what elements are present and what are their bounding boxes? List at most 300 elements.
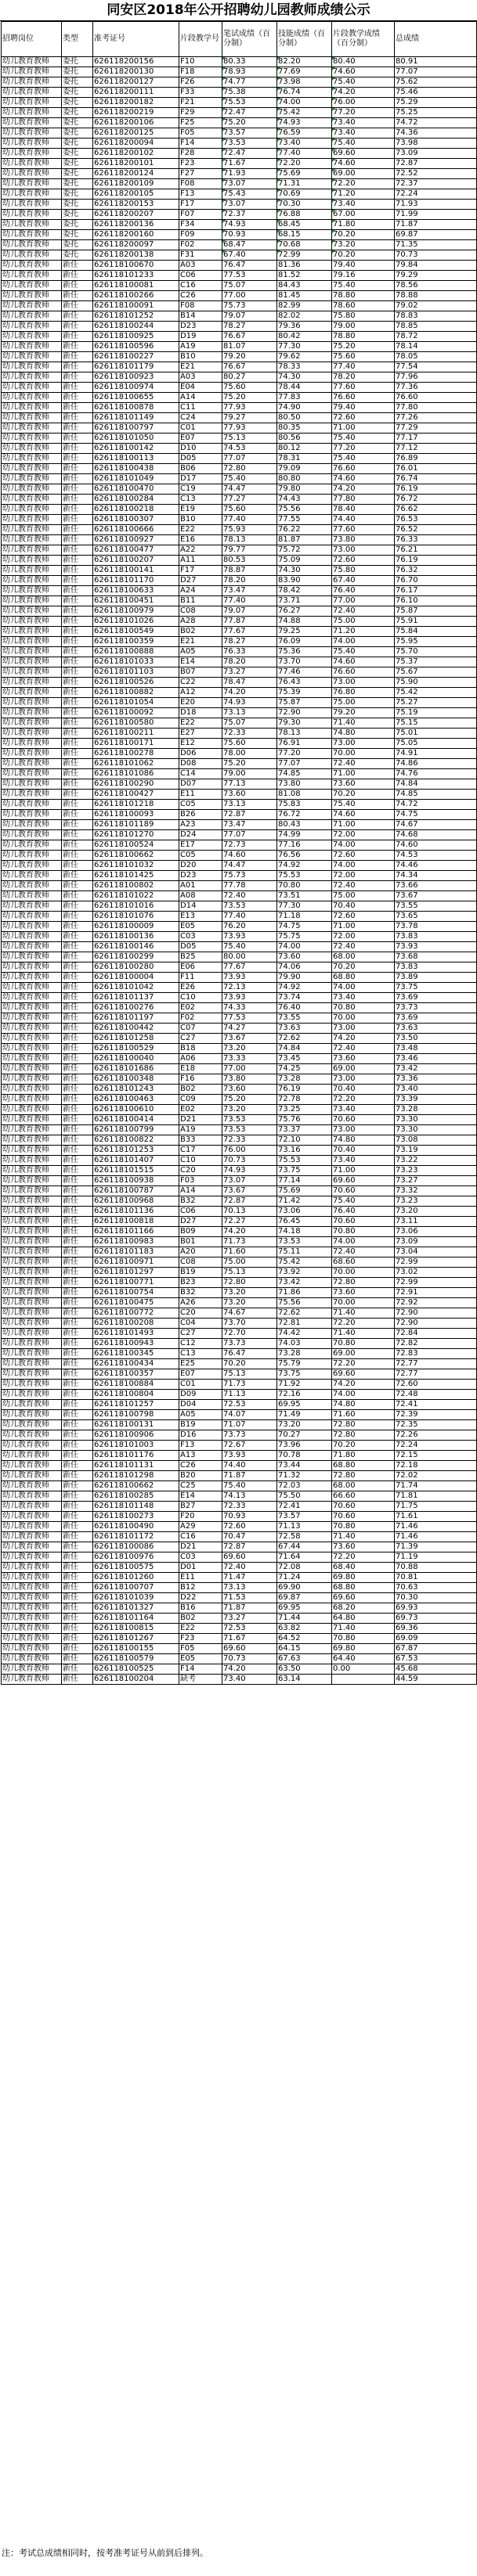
- cell-teaching-score: 71.20: [332, 627, 395, 637]
- cell-skill-score: 79.62: [277, 352, 332, 362]
- cell-exam-number: 626118100155: [93, 1644, 179, 1654]
- table-row: [2, 1349, 477, 1359]
- cell-total-score: 78.05: [395, 352, 477, 362]
- cell-total-score: 73.66: [395, 881, 477, 891]
- table-row: [2, 139, 477, 149]
- cell-teaching-number: A26: [179, 1298, 222, 1308]
- cell-position: 幼儿教育教师: [2, 1532, 62, 1542]
- table-row: [2, 1298, 477, 1308]
- cell-type: 新任: [62, 1583, 93, 1593]
- cell-type: 新任: [62, 708, 93, 718]
- cell-teaching-score: 70.20: [332, 790, 395, 800]
- table-row: [2, 901, 477, 912]
- cell-written-score: 75.13: [222, 1268, 277, 1278]
- cell-type: 新任: [62, 657, 93, 667]
- cell-written-score: 72.67: [222, 1441, 277, 1451]
- table-row: [2, 627, 477, 637]
- footnote: 注：考试总成绩相同时，按考准考证号从前到后排列。: [2, 2548, 208, 2558]
- cell-teaching-score: 74.20: [332, 484, 395, 495]
- cell-written-score: 75.38: [222, 88, 277, 98]
- table-row: [2, 423, 477, 434]
- cell-type: 新任: [62, 891, 93, 901]
- cell-exam-number: 626118100040: [93, 1054, 179, 1064]
- cell-position: 幼儿教育教师: [2, 1583, 62, 1593]
- cell-type: 新任: [62, 1298, 93, 1308]
- cell-written-score: 79.00: [222, 769, 277, 779]
- cell-teaching-score: 75.60: [332, 352, 395, 362]
- cell-teaching-score: 69.00: [332, 169, 395, 179]
- table-row: [2, 1390, 477, 1400]
- cell-total-score: 73.27: [395, 1176, 477, 1186]
- cell-written-score: 73.93: [222, 932, 277, 942]
- cell-teaching-score: 72.80: [332, 1278, 395, 1288]
- cell-skill-score: 71.13: [277, 1522, 332, 1532]
- cell-skill-score: 77.30: [277, 901, 332, 912]
- cell-written-score: 71.67: [222, 159, 277, 169]
- table-row: [2, 1400, 477, 1410]
- cell-skill-score: 70.78: [277, 1451, 332, 1461]
- cell-teaching-score: 72.40: [332, 942, 395, 952]
- cell-teaching-score: 76.40: [332, 1207, 395, 1217]
- cell-teaching-score: 78.60: [332, 301, 395, 311]
- cell-skill-score: 70.69: [277, 189, 332, 200]
- cell-exam-number: 626118100526: [93, 678, 179, 688]
- table-row: [2, 1420, 477, 1430]
- cell-total-score: 72.92: [395, 1298, 477, 1308]
- table-row: [2, 973, 477, 983]
- table-row: [2, 393, 477, 403]
- cell-written-score: 72.13: [222, 983, 277, 993]
- cell-written-score: 74.20: [222, 688, 277, 698]
- cell-teaching-score: 75.80: [332, 311, 395, 322]
- cell-written-score: 71.53: [222, 1593, 277, 1603]
- cell-teaching-score: 74.60: [332, 810, 395, 820]
- cell-exam-number: 626118100414: [93, 1115, 179, 1125]
- cell-teaching-score: 74.00: [332, 1237, 395, 1247]
- cell-teaching-number: D27: [179, 576, 222, 586]
- cell-type: 新任: [62, 1420, 93, 1430]
- cell-position: 幼儿教育教师: [2, 1542, 62, 1552]
- cell-type: 新任: [62, 1552, 93, 1563]
- cell-written-score: 75.20: [222, 759, 277, 769]
- cell-teaching-number: B10: [179, 352, 222, 362]
- cell-teaching-score: 73.00: [332, 1074, 395, 1085]
- cell-skill-score: 74.18: [277, 1227, 332, 1237]
- cell-teaching-score: 75.40: [332, 647, 395, 657]
- cell-written-score: 80.53: [222, 556, 277, 566]
- cell-exam-number: 626118101183: [93, 1247, 179, 1257]
- cell-position: 幼儿教育教师: [2, 1552, 62, 1563]
- cell-skill-score: 73.75: [277, 1166, 332, 1176]
- cell-total-score: 73.93: [395, 942, 477, 952]
- cell-exam-number: 626118100142: [93, 444, 179, 454]
- cell-exam-number: 626118101243: [93, 1085, 179, 1095]
- cell-exam-number: 626118100091: [93, 301, 179, 311]
- cell-type: 新任: [62, 1451, 93, 1461]
- cell-teaching-score: 77.60: [332, 525, 395, 535]
- cell-total-score: 69.09: [395, 1634, 477, 1644]
- cell-teaching-number: D05: [179, 942, 222, 952]
- cell-skill-score: 69.95: [277, 1400, 332, 1410]
- cell-written-score: 72.33: [222, 1502, 277, 1512]
- cell-skill-score: 78.13: [277, 729, 332, 739]
- cell-teaching-score: 73.60: [332, 1542, 395, 1552]
- cell-teaching-score: 72.00: [332, 830, 395, 840]
- cell-type: 委托: [62, 118, 93, 128]
- cell-type: 新任: [62, 820, 93, 830]
- cell-teaching-number: D24: [179, 830, 222, 840]
- cell-teaching-number: E17: [179, 840, 222, 851]
- cell-teaching-score: 71.40: [332, 1329, 395, 1339]
- cell-skill-score: 63.50: [277, 1664, 332, 1675]
- cell-position: 幼儿教育教师: [2, 942, 62, 952]
- cell-type: 新任: [62, 586, 93, 596]
- cell-type: 新任: [62, 810, 93, 820]
- cell-total-score: 74.91: [395, 749, 477, 759]
- cell-exam-number: 626118100798: [93, 1410, 179, 1420]
- cell-teaching-score: 69.60: [332, 1593, 395, 1603]
- cell-total-score: 73.19: [395, 1146, 477, 1156]
- cell-teaching-score: 75.40: [332, 434, 395, 444]
- cell-teaching-score: 70.20: [332, 1441, 395, 1451]
- cell-written-score: 76.67: [222, 362, 277, 372]
- cell-written-score: 72.87: [222, 1542, 277, 1552]
- table-row: [2, 698, 477, 708]
- cell-written-score: 80.00: [222, 952, 277, 962]
- cell-position: 幼儿教育教师: [2, 851, 62, 861]
- cell-total-score: 71.87: [395, 220, 477, 230]
- cell-skill-score: 73.70: [277, 657, 332, 667]
- cell-exam-number: 626118100575: [93, 1563, 179, 1573]
- cell-exam-number: 626118100359: [93, 637, 179, 647]
- cell-exam-number: 626118101267: [93, 1634, 179, 1644]
- table-row: [2, 1430, 477, 1441]
- cell-teaching-number: A22: [179, 545, 222, 556]
- cell-exam-number: 626118101327: [93, 1603, 179, 1614]
- cell-teaching-number: C16: [179, 1532, 222, 1542]
- cell-total-score: 76.17: [395, 586, 477, 596]
- cell-teaching-score: 70.00: [332, 1298, 395, 1308]
- cell-exam-number: 626118200102: [93, 149, 179, 159]
- cell-teaching-number: F34: [179, 220, 222, 230]
- table-row: [2, 586, 477, 596]
- cell-position: 幼儿教育教师: [2, 1634, 62, 1644]
- cell-skill-score: 82.20: [277, 57, 332, 67]
- cell-position: 幼儿教育教师: [2, 169, 62, 179]
- cell-teaching-score: 73.20: [332, 240, 395, 250]
- cell-total-score: 75.67: [395, 667, 477, 678]
- cell-written-score: 77.87: [222, 617, 277, 627]
- cell-teaching-score: 75.40: [332, 800, 395, 810]
- cell-skill-score: 75.11: [277, 1247, 332, 1257]
- cell-teaching-score: 72.00: [332, 871, 395, 881]
- cell-total-score: 77.29: [395, 423, 477, 434]
- cell-skill-score: 75.79: [277, 1359, 332, 1369]
- cell-type: 新任: [62, 1400, 93, 1410]
- cell-exam-number: 626118100113: [93, 454, 179, 464]
- cell-exam-number: 626118100802: [93, 881, 179, 891]
- cell-position: 幼儿教育教师: [2, 779, 62, 790]
- cell-written-score: 74.60: [222, 851, 277, 861]
- cell-teaching-score: 67.40: [332, 576, 395, 586]
- cell-exam-number: 626118101103: [93, 667, 179, 678]
- cell-total-score: 72.60: [395, 1380, 477, 1390]
- cell-total-score: 73.98: [395, 139, 477, 149]
- cell-written-score: 76.20: [222, 922, 277, 932]
- cell-teaching-score: 76.60: [332, 464, 395, 474]
- cell-teaching-number: D07: [179, 779, 222, 790]
- cell-teaching-number: A24: [179, 586, 222, 596]
- cell-total-score: 78.14: [395, 342, 477, 352]
- cell-exam-number: 626118101197: [93, 1013, 179, 1024]
- cell-total-score: 73.09: [395, 1237, 477, 1247]
- cell-type: 委托: [62, 159, 93, 169]
- cell-teaching-score: 70.60: [332, 1115, 395, 1125]
- table-row: [2, 810, 477, 820]
- cell-teaching-score: 71.40: [332, 718, 395, 729]
- cell-position: 幼儿教育教师: [2, 383, 62, 393]
- cell-teaching-number: D22: [179, 1593, 222, 1603]
- cell-written-score: 77.40: [222, 912, 277, 922]
- cell-teaching-score: 72.60: [332, 413, 395, 423]
- cell-skill-score: 73.96: [277, 1441, 332, 1451]
- table-row: [2, 1583, 477, 1593]
- cell-teaching-number: B12: [179, 1583, 222, 1593]
- cell-skill-score: 75.42: [277, 1257, 332, 1268]
- cell-type: 新任: [62, 403, 93, 413]
- results-table-body: [2, 57, 477, 1685]
- cell-position: 幼儿教育教师: [2, 1502, 62, 1512]
- cell-written-score: 75.20: [222, 118, 277, 128]
- cell-total-score: 72.48: [395, 1390, 477, 1400]
- table-row: [2, 495, 477, 505]
- cell-type: 新任: [62, 881, 93, 891]
- cell-total-score: 75.42: [395, 688, 477, 698]
- cell-skill-score: 75.72: [277, 545, 332, 556]
- cell-exam-number: 626118100490: [93, 1522, 179, 1532]
- cell-written-score: 78.00: [222, 749, 277, 759]
- cell-written-score: 80.27: [222, 372, 277, 383]
- cell-exam-number: 626118100470: [93, 484, 179, 495]
- cell-teaching-score: 69.80: [332, 1644, 395, 1654]
- cell-teaching-score: 74.20: [332, 1380, 395, 1390]
- cell-type: 新任: [62, 1349, 93, 1359]
- cell-teaching-score: 71.00: [332, 922, 395, 932]
- cell-position: 幼儿教育教师: [2, 922, 62, 932]
- cell-teaching-score: 73.00: [332, 739, 395, 749]
- cell-total-score: 78.88: [395, 291, 477, 301]
- cell-teaching-score: 70.60: [332, 1217, 395, 1227]
- cell-written-score: 73.80: [222, 1074, 277, 1085]
- cell-total-score: 80.91: [395, 57, 477, 67]
- cell-position: 幼儿教育教师: [2, 1227, 62, 1237]
- cell-skill-score: 76.09: [277, 637, 332, 647]
- cell-teaching-score: 74.60: [332, 159, 395, 169]
- cell-total-score: 75.25: [395, 108, 477, 118]
- cell-position: 幼儿教育教师: [2, 708, 62, 718]
- cell-teaching-score: 70.20: [332, 230, 395, 240]
- cell-position: 幼儿教育教师: [2, 1390, 62, 1400]
- cell-position: 幼儿教育教师: [2, 1156, 62, 1166]
- cell-total-score: 73.28: [395, 1105, 477, 1115]
- cell-teaching-score: 68.80: [332, 973, 395, 983]
- cell-teaching-score: 75.00: [332, 698, 395, 708]
- cell-teaching-score: 69.60: [332, 1369, 395, 1380]
- cell-exam-number: 626118100093: [93, 810, 179, 820]
- cell-teaching-number: C19: [179, 484, 222, 495]
- cell-total-score: 72.24: [395, 1441, 477, 1451]
- cell-teaching-score: 72.20: [332, 1319, 395, 1329]
- cell-total-score: 73.69: [395, 1013, 477, 1024]
- cell-total-score: 79.29: [395, 271, 477, 281]
- cell-written-score: 75.40: [222, 474, 277, 484]
- cell-type: 新任: [62, 1013, 93, 1024]
- cell-total-score: 71.19: [395, 1552, 477, 1563]
- cell-exam-number: 626118101253: [93, 1146, 179, 1156]
- table-row: [2, 932, 477, 942]
- table-row: [2, 1166, 477, 1176]
- cell-teaching-score: 68.20: [332, 1603, 395, 1614]
- cell-written-score: 73.73: [222, 1430, 277, 1441]
- table-row: [2, 362, 477, 372]
- cell-written-score: 79.20: [222, 352, 277, 362]
- cell-total-score: 74.86: [395, 759, 477, 769]
- cell-exam-number: 626118100276: [93, 1003, 179, 1013]
- cell-exam-number: 626118100787: [93, 1186, 179, 1196]
- cell-total-score: 76.21: [395, 545, 477, 556]
- cell-type: 新任: [62, 1054, 93, 1064]
- cell-exam-number: 626118200124: [93, 169, 179, 179]
- table-row: [2, 1125, 477, 1135]
- cell-total-score: 73.68: [395, 952, 477, 962]
- table-row: [2, 912, 477, 922]
- cell-skill-score: 74.42: [277, 1329, 332, 1339]
- cell-teaching-score: 72.80: [332, 1420, 395, 1430]
- cell-teaching-number: D20: [179, 861, 222, 871]
- cell-skill-score: 73.63: [277, 1024, 332, 1034]
- cell-teaching-number: C16: [179, 281, 222, 291]
- cell-teaching-score: 64.40: [332, 1654, 395, 1664]
- cell-skill-score: 71.49: [277, 1410, 332, 1420]
- cell-exam-number: 626118101189: [93, 820, 179, 830]
- table-row: [2, 250, 477, 261]
- cell-exam-number: 626118101176: [93, 1451, 179, 1461]
- cell-teaching-score: 70.80: [332, 1634, 395, 1644]
- cell-total-score: 76.72: [395, 495, 477, 505]
- cell-teaching-score: 69.80: [332, 1573, 395, 1583]
- cell-teaching-score: 75.40: [332, 139, 395, 149]
- cell-position: 幼儿教育教师: [2, 1013, 62, 1024]
- cell-teaching-number: C14: [179, 769, 222, 779]
- cell-skill-score: 73.51: [277, 891, 332, 901]
- cell-total-score: 72.83: [395, 1349, 477, 1359]
- cell-total-score: 76.60: [395, 393, 477, 403]
- cell-skill-score: 72.99: [277, 250, 332, 261]
- cell-skill-score: 71.42: [277, 1196, 332, 1207]
- cell-total-score: 45.68: [395, 1664, 477, 1675]
- cell-exam-number: 626118100348: [93, 1074, 179, 1085]
- cell-skill-score: 74.90: [277, 403, 332, 413]
- cell-position: 幼儿教育教师: [2, 505, 62, 515]
- table-row: [2, 657, 477, 667]
- cell-skill-score: 76.72: [277, 810, 332, 820]
- cell-exam-number: 626118100799: [93, 1125, 179, 1135]
- col-header-type: 类型: [62, 22, 93, 57]
- cell-written-score: 71.87: [222, 1471, 277, 1481]
- cell-type: 新任: [62, 1380, 93, 1390]
- cell-teaching-score: 75.40: [332, 77, 395, 88]
- cell-position: 幼儿教育教师: [2, 1207, 62, 1217]
- cell-teaching-number: C06: [179, 271, 222, 281]
- cell-type: 新任: [62, 372, 93, 383]
- cell-total-score: 73.32: [395, 1186, 477, 1196]
- table-row: [2, 301, 477, 311]
- table-row: [2, 1196, 477, 1207]
- table-row: [2, 993, 477, 1003]
- cell-exam-number: 626118200156: [93, 57, 179, 67]
- cell-type: 新任: [62, 1024, 93, 1034]
- cell-position: 幼儿教育教师: [2, 881, 62, 891]
- cell-teaching-number: A19: [179, 342, 222, 352]
- cell-total-score: 73.02: [395, 1268, 477, 1278]
- cell-exam-number: 626118100442: [93, 1024, 179, 1034]
- cell-teaching-score: 72.40: [332, 1044, 395, 1054]
- cell-skill-score: 79.90: [277, 973, 332, 983]
- table-row: [2, 1369, 477, 1380]
- cell-teaching-number: A03: [179, 372, 222, 383]
- cell-written-score: 73.40: [222, 1675, 277, 1685]
- cell-skill-score: 70.27: [277, 1430, 332, 1441]
- cell-skill-score: 70.68: [277, 240, 332, 250]
- cell-position: 幼儿教育教师: [2, 1359, 62, 1369]
- col-header-position: 招聘岗位: [2, 22, 62, 57]
- cell-skill-score: 74.99: [277, 830, 332, 840]
- cell-teaching-number: D08: [179, 759, 222, 769]
- table-row: [2, 1308, 477, 1319]
- cell-teaching-score: 68.80: [332, 1583, 395, 1593]
- cell-teaching-score: 72.20: [332, 1095, 395, 1105]
- cell-written-score: 75.07: [222, 718, 277, 729]
- table-row: [2, 1024, 477, 1034]
- cell-teaching-number: F09: [179, 230, 222, 240]
- cell-teaching-score: 70.00: [332, 1268, 395, 1278]
- cell-written-score: 69.60: [222, 1644, 277, 1654]
- cell-position: 幼儿教育教师: [2, 1329, 62, 1339]
- cell-position: 幼儿教育教师: [2, 434, 62, 444]
- cell-teaching-score: 75.20: [332, 342, 395, 352]
- cell-skill-score: 68.45: [277, 220, 332, 230]
- cell-exam-number: 626118101049: [93, 474, 179, 484]
- table-row: [2, 1359, 477, 1369]
- cell-type: 新任: [62, 729, 93, 739]
- cell-type: 新任: [62, 1634, 93, 1644]
- table-row: [2, 77, 477, 88]
- cell-written-score: 74.93: [222, 1166, 277, 1176]
- cell-teaching-number: A20: [179, 1247, 222, 1257]
- cell-type: 委托: [62, 200, 93, 210]
- cell-written-score: 71.93: [222, 169, 277, 179]
- cell-type: 新任: [62, 698, 93, 708]
- cell-written-score: 73.33: [222, 1054, 277, 1064]
- cell-teaching-score: 75.40: [332, 1196, 395, 1207]
- table-row: [2, 271, 477, 281]
- cell-position: 幼儿教育教师: [2, 993, 62, 1003]
- cell-teaching-score: 76.60: [332, 393, 395, 403]
- cell-teaching-number: F02: [179, 240, 222, 250]
- cell-teaching-score: 73.60: [332, 1288, 395, 1298]
- cell-total-score: 72.24: [395, 189, 477, 200]
- page-title: 同安区2018年公开招聘幼儿园教师成绩公示: [0, 0, 477, 21]
